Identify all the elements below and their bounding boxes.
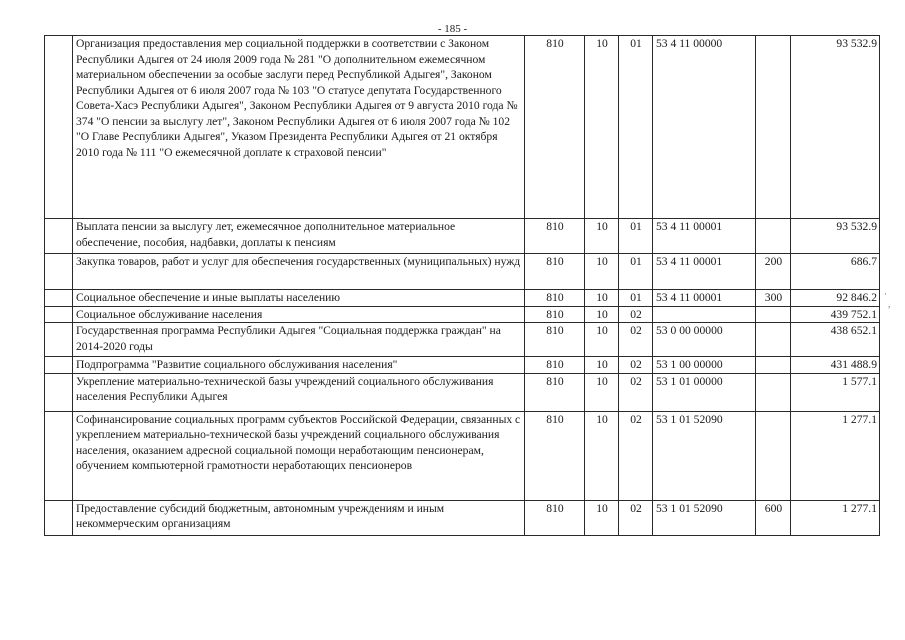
row-gr-code: 810 — [525, 36, 585, 219]
row-gr-code: 810 — [525, 254, 585, 290]
row-gr-code: 810 — [525, 357, 585, 374]
row-amount: 438 652.1 — [791, 323, 880, 357]
table-row — [45, 36, 880, 219]
row-target-code: 53 0 00 00000 — [653, 323, 756, 357]
row-amount: 1 277.1 — [791, 411, 880, 500]
row-expense-type — [756, 357, 791, 374]
row-margin-cell — [45, 254, 73, 290]
budget-table — [44, 35, 880, 536]
table-row — [45, 254, 880, 290]
row-margin-cell — [45, 500, 73, 535]
row-expense-type — [756, 411, 791, 500]
row-margin-cell — [45, 411, 73, 500]
scan-mark: , — [888, 299, 891, 309]
row-section-code: 10 — [585, 306, 619, 323]
row-section-code: 10 — [585, 357, 619, 374]
row-target-code: 53 4 11 00001 — [653, 254, 756, 290]
row-expense-type — [756, 306, 791, 323]
row-amount: 92 846.2 — [791, 290, 880, 307]
row-margin-cell — [45, 219, 73, 254]
row-target-code: 53 1 01 52090 — [653, 500, 756, 535]
row-name: Организация предоставления мер социальной поддержки в соответствии с Законом Республики Адыгея от 24 июля 2009 года № 281 "О дополнительном ежемесячном материальном обеспечении за особые заслуги перед Республикой Адыгея", Законом Республики Адыгея от 6 июля 2007 года № 103 "О статусе депутата Государственного Совета-Хасэ Республики Адыгея", Законом Республики Адыгея от 9 августа 2010 года № 374 "О пенсии за выслугу лет", Законом Республики Адыгея от 6 июля 2007 года № 102 "О Главе Республики Адыгея", Указом Президента Республики Адыгея от 21 октября 2010 года № 111 "О ежемесячной доплате к страховой пенсии" — [73, 36, 525, 219]
row-target-code: 53 4 11 00000 — [653, 36, 756, 219]
scan-mark: · — [884, 289, 887, 299]
row-margin-cell — [45, 290, 73, 307]
row-expense-type: 600 — [756, 500, 791, 535]
row-target-code: 53 1 01 52090 — [653, 411, 756, 500]
page-number: - 185 - — [437, 23, 468, 35]
row-amount: 1 577.1 — [791, 373, 880, 411]
row-gr-code: 810 — [525, 290, 585, 307]
row-section-code: 10 — [585, 323, 619, 357]
row-name: Государственная программа Республики Адыгея "Социальная поддержка граждан" на 2014-2020 годы — [73, 323, 525, 357]
row-expense-type — [756, 323, 791, 357]
row-section-code: 10 — [585, 254, 619, 290]
row-gr-code: 810 — [525, 500, 585, 535]
row-amount: 431 488.9 — [791, 357, 880, 374]
table-row — [45, 323, 880, 357]
row-name: Закупка товаров, работ и услуг для обеспечения государственных (муниципальных) нужд — [73, 254, 525, 290]
row-section-code: 10 — [585, 373, 619, 411]
row-name: Социальное обслуживание населения — [73, 306, 525, 323]
row-name: Софинансирование социальных программ субъектов Российской Федерации, связанных с укреплением материально-технической базы учреждений социального обслуживания населения, оказанием адресной социальной помощи неработающим пенсионерам, обучением компьютерной грамотности неработающих пенсионеров — [73, 411, 525, 500]
row-target-code: 53 4 11 00001 — [653, 290, 756, 307]
row-amount: 93 532.9 — [791, 219, 880, 254]
row-expense-type — [756, 219, 791, 254]
row-subsection-code: 02 — [619, 323, 653, 357]
row-margin-cell — [45, 373, 73, 411]
row-section-code: 10 — [585, 36, 619, 219]
table-row — [45, 219, 880, 254]
row-gr-code: 810 — [525, 306, 585, 323]
table-row — [45, 290, 880, 307]
row-expense-type: 300 — [756, 290, 791, 307]
row-subsection-code: 02 — [619, 306, 653, 323]
row-expense-type — [756, 373, 791, 411]
row-name: Социальное обеспечение и иные выплаты населению — [73, 290, 525, 307]
row-gr-code: 810 — [525, 411, 585, 500]
row-margin-cell — [45, 323, 73, 357]
table-row — [45, 373, 880, 411]
row-section-code: 10 — [585, 219, 619, 254]
row-margin-cell — [45, 36, 73, 219]
row-subsection-code: 01 — [619, 254, 653, 290]
row-name: Подпрограмма "Развитие социального обслуживания населения" — [73, 357, 525, 374]
row-margin-cell — [45, 306, 73, 323]
row-subsection-code: 01 — [619, 219, 653, 254]
row-target-code: 53 1 00 00000 — [653, 357, 756, 374]
table-row — [45, 306, 880, 323]
row-expense-type — [756, 36, 791, 219]
row-name: Выплата пенсии за выслугу лет, ежемесячное дополнительное материальное обеспечение, пособия, надбавки, доплаты к пенсиям — [73, 219, 525, 254]
table-row — [45, 500, 880, 535]
row-target-code: 53 1 01 00000 — [653, 373, 756, 411]
row-subsection-code: 02 — [619, 500, 653, 535]
row-subsection-code: 02 — [619, 373, 653, 411]
row-subsection-code: 02 — [619, 411, 653, 500]
table-row — [45, 411, 880, 500]
row-gr-code: 810 — [525, 219, 585, 254]
row-target-code — [653, 306, 756, 323]
row-subsection-code: 01 — [619, 36, 653, 219]
row-amount: 439 752.1 — [791, 306, 880, 323]
row-section-code: 10 — [585, 411, 619, 500]
row-amount: 1 277.1 — [791, 500, 880, 535]
row-gr-code: 810 — [525, 373, 585, 411]
table-row — [45, 357, 880, 374]
row-name: Предоставление субсидий бюджетным, автономным учреждениям и иным некоммерческим организациям — [73, 500, 525, 535]
row-section-code: 10 — [585, 500, 619, 535]
row-gr-code: 810 — [525, 323, 585, 357]
row-expense-type: 200 — [756, 254, 791, 290]
row-subsection-code: 01 — [619, 290, 653, 307]
row-margin-cell — [45, 357, 73, 374]
row-amount: 93 532.9 — [791, 36, 880, 219]
row-subsection-code: 02 — [619, 357, 653, 374]
row-section-code: 10 — [585, 290, 619, 307]
row-target-code: 53 4 11 00001 — [653, 219, 756, 254]
row-name: Укрепление материально-технической базы учреждений социального обслуживания населения Республики Адыгея — [73, 373, 525, 411]
row-amount: 686.7 — [791, 254, 880, 290]
